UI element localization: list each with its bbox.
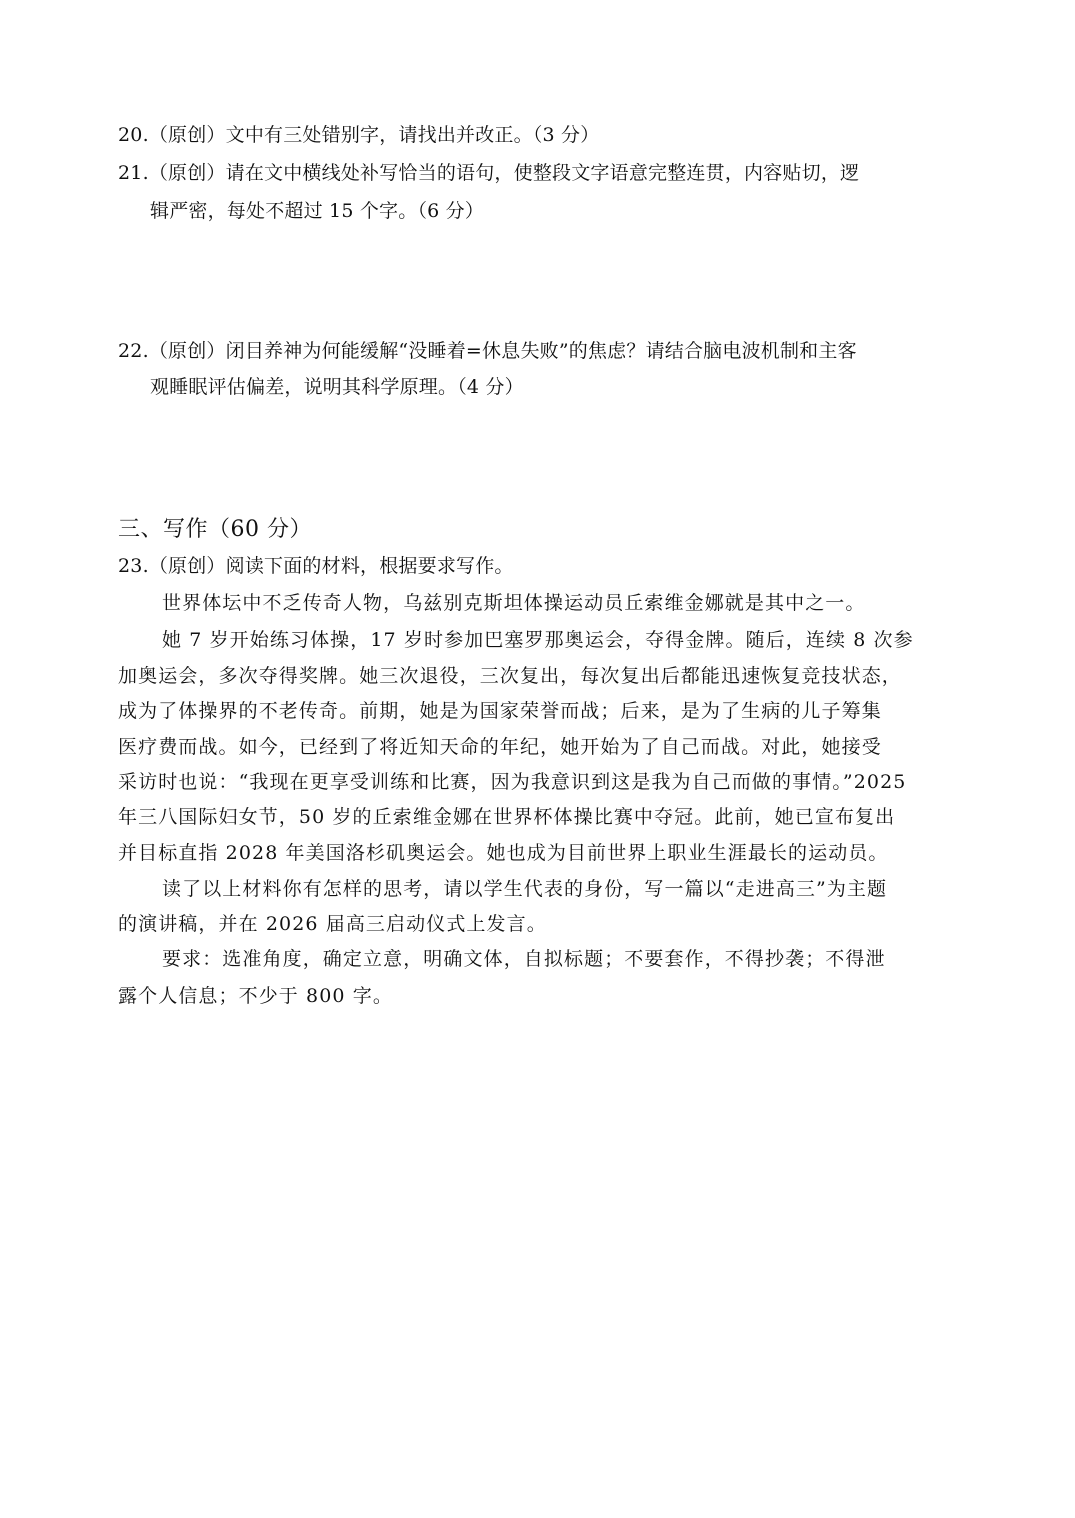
question-21-line-1: 21.（原创）请在文中横线处补写恰当的语句，使整段文字语意完整连贯，内容贴切，逻: [118, 162, 860, 184]
material-paragraph-1: 世界体坛中不乏传奇人物，乌兹别克斯坦体操运动员丘索维金娜就是其中之一。: [162, 592, 866, 614]
material-paragraph-2-line-7: 并目标直指 2028 年美国洛杉矶奥运会。她也成为目前世界上职业生涯最长的运动员。: [118, 842, 889, 864]
question-23-intro: 23.（原创）阅读下面的材料，根据要求写作。: [118, 555, 514, 577]
material-paragraph-2-line-1: 她 7 岁开始练习体操，17 岁时参加巴塞罗那奥运会，夺得金牌。随后，连续 8 次参: [162, 629, 914, 651]
prompt-paragraph-line-2: 的演讲稿，并在 2026 届高三启动仪式上发言。: [118, 913, 547, 935]
material-paragraph-2-line-3: 成为了体操界的不老传奇。前期，她是为国家荣誉而战；后来，是为了生病的儿子筹集: [118, 700, 882, 722]
material-paragraph-2-line-6: 年三八国际妇女节，50 岁的丘索维金娜在世界杯体操比赛中夺冠。此前，她已宣布复出: [118, 806, 896, 828]
question-22-line-1: 22.（原创）闭目养神为何能缓解“没睡着=休息失败”的焦虑？请结合脑电波机制和主客: [118, 340, 857, 362]
question-22-line-2: 观睡眠评估偏差，说明其科学原理。（4 分）: [150, 376, 524, 398]
material-paragraph-2-line-5: 采访时也说：“我现在更享受训练和比赛，因为我意识到这是我为自己而做的事情。”2025: [118, 771, 907, 793]
question-21-line-2: 辑严密，每处不超过 15 个字。（6 分）: [150, 200, 485, 222]
section-heading-writing: 三、写作（60 分）: [118, 517, 312, 542]
requirements-line-1: 要求：选准角度，确定立意，明确文体，自拟标题；不要套作，不得抄袭；不得泄: [162, 948, 886, 970]
question-20: 20.（原创）文中有三处错别字，请找出并改正。（3 分）: [118, 124, 600, 146]
requirements-line-2: 露个人信息；不少于 800 字。: [118, 985, 393, 1007]
prompt-paragraph-line-1: 读了以上材料你有怎样的思考，请以学生代表的身份，写一篇以“走进高三”为主题: [162, 878, 888, 900]
material-paragraph-2-line-2: 加奥运会，多次夺得奖牌。她三次退役，三次复出，每次复出后都能迅速恢复竞技状态，: [118, 665, 902, 687]
material-paragraph-2-line-4: 医疗费而战。如今，已经到了将近知天命的年纪，她开始为了自己而战。对此，她接受: [118, 736, 882, 758]
